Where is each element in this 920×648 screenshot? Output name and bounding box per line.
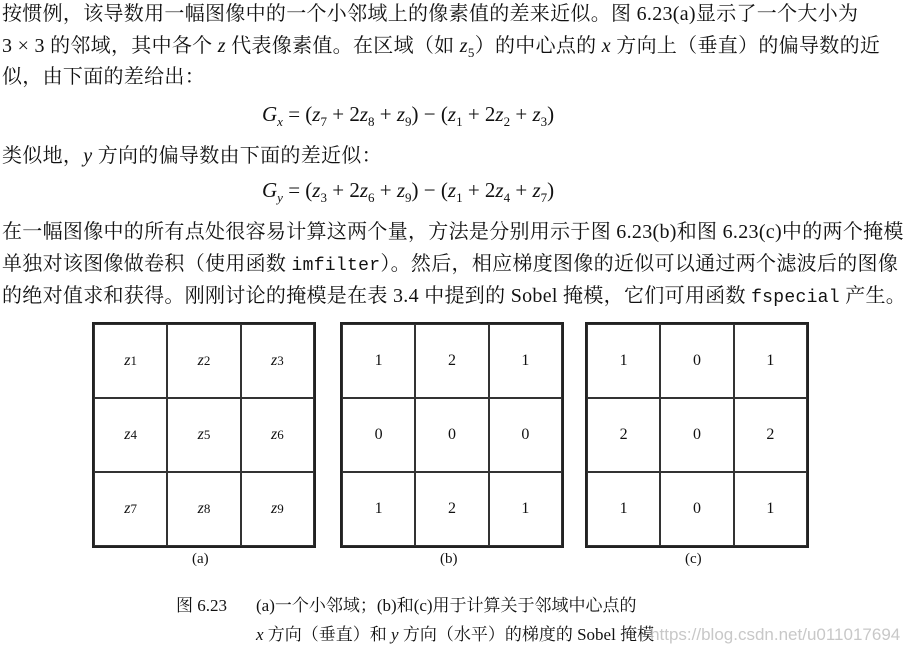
text-segment: 4 [503,190,511,206]
grid-cell: 1 [342,324,415,398]
text-segment: ) [547,102,555,126]
math-variable: z [359,178,369,202]
grid-cell: 0 [660,472,733,546]
text-segment: 类似地， [2,145,84,167]
math-variable: z [447,102,457,126]
grid-cell: 0 [660,398,733,472]
caption-line-1: (a)一个小邻域；(b)和(c)用于计算关于邻域中心点的 [256,596,637,615]
text-segment: ) − ( [411,178,448,202]
equation-gx [262,102,554,130]
text-segment: 产生。 [839,285,907,307]
math-variable: z [447,178,457,202]
text-segment: 6 [368,190,375,206]
grid-cell: 1 [489,324,562,398]
grid-cell: 0 [489,398,562,472]
text-segment: + 2 [326,102,360,126]
text-segment: 方向上（垂直）的偏导数的近 [610,35,881,57]
math-variable: G [262,178,278,202]
figure-label-c: (c) [685,551,702,567]
math-variable: z [396,102,406,126]
math-variable: z [532,178,541,202]
text-line [2,34,880,65]
math-variable: x [601,35,611,57]
mask-grid-a [92,322,316,548]
text-segment: 1 [456,114,463,130]
math-variable: y [83,145,93,167]
text-segment: + 2 [462,102,496,126]
grid-cell: 2 [587,398,660,472]
math-variable: x [256,625,264,644]
grid-cell: 1 [587,324,660,398]
text-segment: 按惯例，该导数用一幅图像中的一个小邻域上的像素值的差来近似。图 6.23(a)显示了一个大小为 [2,3,859,25]
text-segment: ）的中心点的 [474,35,602,57]
text-segment: 在一幅图像中的所有点处很容易计算这两个量，方法是分别用示于图 6.23(b)和图 6.23(c)中的两个掩模 [2,221,904,243]
caption-number: 图 6.23 [176,596,227,615]
math-variable: z [312,178,321,202]
text-segment: + 2 [462,178,496,202]
text-segment: 7 [320,114,327,130]
text-segment: 方向（垂直）和 [263,625,392,644]
text-line [2,2,858,26]
text-segment: 单独对该图像做卷积（使用函数 [2,253,292,275]
caption-line-2-text [256,625,654,644]
grid-cell: z 5 [167,398,240,472]
text-segment: ）。然后，相应梯度图像的近似可以通过两个滤波后的图像 [380,253,899,275]
text-line [2,284,906,310]
text-segment: 3 [540,114,548,130]
text-line [2,252,898,278]
figure-label-a: (a) [192,551,209,567]
mask-grid-b [340,322,564,548]
math-variable: z [532,102,541,126]
text-segment: 3 × 3 的邻域，其中各个 [2,35,218,57]
math-variable: G [262,102,278,126]
text-segment: = ( [282,178,313,202]
text-segment: 方向（水平）的梯度的 Sobel 掩模 [398,625,655,644]
math-variable: z [459,35,468,57]
math-variable: y [277,190,283,206]
grid-cell: z 4 [94,398,167,472]
grid-cell: 2 [415,472,488,546]
grid-cell: 1 [734,324,807,398]
figure-label-b: (b) [440,551,458,567]
grid-cell: z 3 [241,324,314,398]
text-segment: + [374,102,397,126]
grid-cell: z 1 [94,324,167,398]
grid-cell: 2 [415,324,488,398]
text-segment: 8 [368,114,375,130]
grid-cell: 1 [342,472,415,546]
math-variable: x [277,114,283,130]
equation-gy [262,178,554,206]
math-variable: z [396,178,406,202]
text-segment: = ( [282,102,313,126]
text-segment: + 2 [326,178,360,202]
text-segment: 2 [503,114,511,130]
math-variable: z [217,35,226,57]
grid-cell: z 9 [241,472,314,546]
grid-cell: 2 [734,398,807,472]
text-segment: 9 [405,114,412,130]
math-variable: y [391,625,399,644]
grid-cell: z 2 [167,324,240,398]
text-segment: 的绝对值求和获得。刚刚讨论的掩模是在表 3.4 中提到的 Sobel 掩模，它们可用函数 [2,285,752,307]
caption-line-2 [256,620,900,645]
grid-cell: 1 [734,472,807,546]
grid-cell: 0 [342,398,415,472]
text-segment: 5 [467,45,475,60]
grid-cell: z 7 [94,472,167,546]
grid-cell: 1 [489,472,562,546]
text-segment: 代表像素值。在区域（如 [225,35,460,57]
watermark: https://blog.csdn.net/u011017694 [650,625,901,644]
paragraph-2 [2,144,382,168]
math-variable: z [495,102,504,126]
code-text: imfilter [291,256,381,276]
text-segment: 7 [540,190,548,206]
math-variable: z [312,102,321,126]
text-segment: ) [547,178,555,202]
text-segment: + [510,178,533,202]
grid-cell: 1 [587,472,660,546]
grid-cell: 0 [660,324,733,398]
math-variable: z [495,178,504,202]
grid-cell: 0 [415,398,488,472]
text-line [2,65,205,89]
text-segment: + [510,102,533,126]
text-segment: 1 [456,190,463,206]
text-segment: 似，由下面的差给出： [2,66,205,88]
text-line [2,220,904,244]
mask-grid-c [585,322,809,548]
text-segment: 3 [320,190,327,206]
text-segment: ) − ( [411,102,448,126]
grid-cell: z 8 [167,472,240,546]
text-segment: 方向的偏导数由下面的差近似： [92,145,382,167]
text-segment: + [374,178,397,202]
math-variable: z [359,102,369,126]
text-segment: 9 [405,190,412,206]
grid-cell: z 6 [241,398,314,472]
code-text: fspecial [751,288,840,308]
